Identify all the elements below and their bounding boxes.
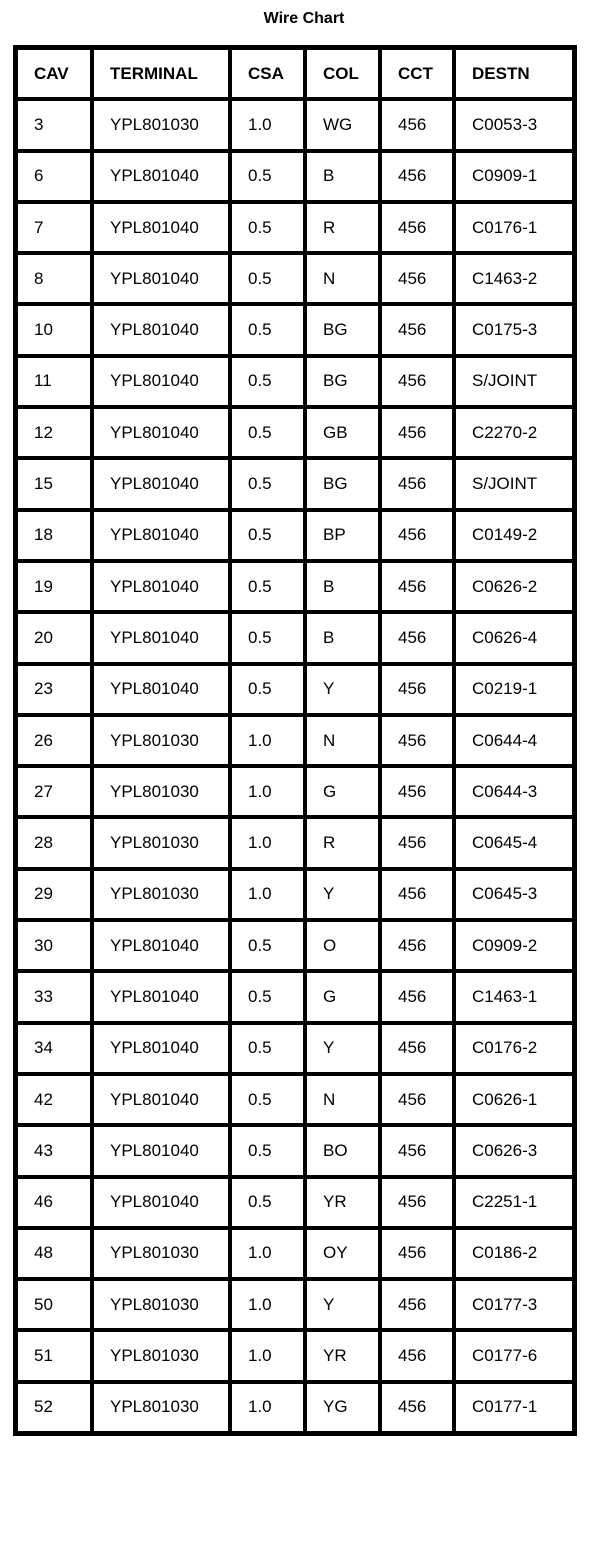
cell-terminal: YPL801030 xyxy=(92,1228,230,1279)
table-row xyxy=(16,356,574,407)
cell-destn: C0177-6 xyxy=(454,1330,574,1381)
cell-destn: C0626-2 xyxy=(454,561,574,612)
cell-cct: 456 xyxy=(380,1382,454,1433)
cell-cav: 52 xyxy=(16,1382,92,1433)
cell-cct: 456 xyxy=(380,766,454,817)
cell-cav: 20 xyxy=(16,612,92,663)
cell-cav: 43 xyxy=(16,1125,92,1176)
cell-csa: 0.5 xyxy=(230,151,305,202)
cell-col: Y xyxy=(305,1023,380,1074)
cell-col: YG xyxy=(305,1382,380,1433)
cell-cav: 3 xyxy=(16,99,92,150)
cell-destn: S/JOINT xyxy=(454,458,574,509)
cell-destn: C1463-2 xyxy=(454,253,574,304)
cell-terminal: YPL801040 xyxy=(92,458,230,509)
cell-csa: 0.5 xyxy=(230,664,305,715)
table-row xyxy=(16,202,574,253)
column-header-cct: CCT xyxy=(380,48,454,99)
cell-terminal: YPL801040 xyxy=(92,1177,230,1228)
cell-terminal: YPL801040 xyxy=(92,407,230,458)
cell-cct: 456 xyxy=(380,920,454,971)
cell-cav: 30 xyxy=(16,920,92,971)
cell-cct: 456 xyxy=(380,1023,454,1074)
cell-col: Y xyxy=(305,1279,380,1330)
cell-cav: 33 xyxy=(16,971,92,1022)
cell-col: BP xyxy=(305,510,380,561)
cell-cav: 29 xyxy=(16,869,92,920)
cell-cct: 456 xyxy=(380,817,454,868)
cell-cav: 42 xyxy=(16,1074,92,1125)
cell-col: N xyxy=(305,253,380,304)
cell-terminal: YPL801030 xyxy=(92,869,230,920)
cell-col: G xyxy=(305,766,380,817)
cell-col: Y xyxy=(305,869,380,920)
cell-destn: C2251-1 xyxy=(454,1177,574,1228)
column-header-terminal: TERMINAL xyxy=(92,48,230,99)
cell-terminal: YPL801040 xyxy=(92,202,230,253)
cell-csa: 0.5 xyxy=(230,407,305,458)
cell-terminal: YPL801040 xyxy=(92,510,230,561)
cell-destn: C0186-2 xyxy=(454,1228,574,1279)
cell-destn: C0644-4 xyxy=(454,715,574,766)
cell-cav: 50 xyxy=(16,1279,92,1330)
cell-terminal: YPL801040 xyxy=(92,151,230,202)
table-row xyxy=(16,1125,574,1176)
cell-terminal: YPL801040 xyxy=(92,304,230,355)
table-row xyxy=(16,715,574,766)
cell-cct: 456 xyxy=(380,1125,454,1176)
table-row xyxy=(16,1177,574,1228)
cell-col: N xyxy=(305,1074,380,1125)
table-row xyxy=(16,817,574,868)
cell-cct: 456 xyxy=(380,510,454,561)
cell-terminal: YPL801040 xyxy=(92,612,230,663)
cell-destn: C0644-3 xyxy=(454,766,574,817)
cell-col: R xyxy=(305,817,380,868)
cell-csa: 0.5 xyxy=(230,202,305,253)
cell-cav: 23 xyxy=(16,664,92,715)
cell-csa: 0.5 xyxy=(230,356,305,407)
cell-destn: C0626-4 xyxy=(454,612,574,663)
cell-cct: 456 xyxy=(380,407,454,458)
cell-destn: C2270-2 xyxy=(454,407,574,458)
cell-cav: 27 xyxy=(16,766,92,817)
cell-cct: 456 xyxy=(380,304,454,355)
cell-cct: 456 xyxy=(380,715,454,766)
cell-csa: 0.5 xyxy=(230,971,305,1022)
cell-cav: 6 xyxy=(16,151,92,202)
cell-destn: C0149-2 xyxy=(454,510,574,561)
cell-cav: 19 xyxy=(16,561,92,612)
cell-cct: 456 xyxy=(380,1177,454,1228)
cell-destn: C0177-3 xyxy=(454,1279,574,1330)
cell-cav: 26 xyxy=(16,715,92,766)
column-header-col: COL xyxy=(305,48,380,99)
table-row xyxy=(16,766,574,817)
cell-csa: 0.5 xyxy=(230,253,305,304)
table-row xyxy=(16,99,574,150)
table-row xyxy=(16,1330,574,1381)
table-row xyxy=(16,458,574,509)
cell-terminal: YPL801040 xyxy=(92,356,230,407)
cell-destn: C0175-3 xyxy=(454,304,574,355)
cell-destn: C1463-1 xyxy=(454,971,574,1022)
cell-csa: 1.0 xyxy=(230,1382,305,1433)
table-row xyxy=(16,1228,574,1279)
cell-col: B xyxy=(305,151,380,202)
cell-col: GB xyxy=(305,407,380,458)
table-row xyxy=(16,612,574,663)
cell-terminal: YPL801040 xyxy=(92,1125,230,1176)
cell-col: OY xyxy=(305,1228,380,1279)
cell-terminal: YPL801040 xyxy=(92,1023,230,1074)
table-row xyxy=(16,151,574,202)
cell-csa: 1.0 xyxy=(230,817,305,868)
cell-cav: 18 xyxy=(16,510,92,561)
cell-terminal: YPL801030 xyxy=(92,715,230,766)
cell-cct: 456 xyxy=(380,971,454,1022)
cell-cav: 51 xyxy=(16,1330,92,1381)
table-row xyxy=(16,253,574,304)
cell-cct: 456 xyxy=(380,869,454,920)
cell-col: WG xyxy=(305,99,380,150)
cell-col: R xyxy=(305,202,380,253)
cell-col: BO xyxy=(305,1125,380,1176)
cell-terminal: YPL801040 xyxy=(92,920,230,971)
cell-col: G xyxy=(305,971,380,1022)
cell-col: BG xyxy=(305,458,380,509)
cell-csa: 0.5 xyxy=(230,612,305,663)
cell-cav: 34 xyxy=(16,1023,92,1074)
table-row xyxy=(16,1074,574,1125)
cell-col: B xyxy=(305,561,380,612)
cell-destn: C0626-3 xyxy=(454,1125,574,1176)
cell-cct: 456 xyxy=(380,1279,454,1330)
cell-cav: 12 xyxy=(16,407,92,458)
cell-destn: C0909-2 xyxy=(454,920,574,971)
cell-terminal: YPL801040 xyxy=(92,664,230,715)
column-header-csa: CSA xyxy=(230,48,305,99)
cell-col: BG xyxy=(305,356,380,407)
column-header-destn: DESTN xyxy=(454,48,574,99)
cell-cct: 456 xyxy=(380,253,454,304)
cell-terminal: YPL801030 xyxy=(92,817,230,868)
cell-cct: 456 xyxy=(380,561,454,612)
cell-cav: 28 xyxy=(16,817,92,868)
cell-cct: 456 xyxy=(380,664,454,715)
cell-destn: C0176-2 xyxy=(454,1023,574,1074)
cell-destn: C0176-1 xyxy=(454,202,574,253)
cell-destn: C0645-4 xyxy=(454,817,574,868)
cell-csa: 1.0 xyxy=(230,1228,305,1279)
cell-csa: 0.5 xyxy=(230,1177,305,1228)
table-row xyxy=(16,1279,574,1330)
wire-chart-table xyxy=(13,45,577,1436)
cell-cct: 456 xyxy=(380,151,454,202)
cell-cav: 46 xyxy=(16,1177,92,1228)
cell-cav: 8 xyxy=(16,253,92,304)
column-header-cav: CAV xyxy=(16,48,92,99)
cell-col: N xyxy=(305,715,380,766)
cell-terminal: YPL801030 xyxy=(92,1382,230,1433)
cell-cav: 7 xyxy=(16,202,92,253)
cell-csa: 1.0 xyxy=(230,1279,305,1330)
cell-col: B xyxy=(305,612,380,663)
cell-cav: 10 xyxy=(16,304,92,355)
cell-col: Y xyxy=(305,664,380,715)
cell-csa: 0.5 xyxy=(230,458,305,509)
cell-cct: 456 xyxy=(380,1228,454,1279)
cell-col: O xyxy=(305,920,380,971)
table-row xyxy=(16,407,574,458)
cell-csa: 1.0 xyxy=(230,1330,305,1381)
cell-csa: 0.5 xyxy=(230,1074,305,1125)
cell-terminal: YPL801030 xyxy=(92,99,230,150)
cell-csa: 0.5 xyxy=(230,510,305,561)
cell-destn: C0645-3 xyxy=(454,869,574,920)
cell-cct: 456 xyxy=(380,356,454,407)
table-row xyxy=(16,1382,574,1433)
table-row xyxy=(16,510,574,561)
cell-cav: 15 xyxy=(16,458,92,509)
cell-cct: 456 xyxy=(380,1074,454,1125)
cell-terminal: YPL801030 xyxy=(92,1330,230,1381)
cell-cct: 456 xyxy=(380,202,454,253)
cell-destn: S/JOINT xyxy=(454,356,574,407)
cell-cct: 456 xyxy=(380,458,454,509)
cell-col: YR xyxy=(305,1330,380,1381)
cell-csa: 0.5 xyxy=(230,561,305,612)
cell-csa: 0.5 xyxy=(230,1125,305,1176)
cell-csa: 1.0 xyxy=(230,869,305,920)
cell-destn: C0219-1 xyxy=(454,664,574,715)
cell-destn: C0626-1 xyxy=(454,1074,574,1125)
cell-csa: 0.5 xyxy=(230,304,305,355)
cell-cct: 456 xyxy=(380,99,454,150)
cell-terminal: YPL801030 xyxy=(92,1279,230,1330)
table-row xyxy=(16,664,574,715)
cell-destn: C0177-1 xyxy=(454,1382,574,1433)
cell-col: BG xyxy=(305,304,380,355)
cell-cav: 48 xyxy=(16,1228,92,1279)
cell-csa: 0.5 xyxy=(230,1023,305,1074)
cell-terminal: YPL801040 xyxy=(92,971,230,1022)
cell-col: YR xyxy=(305,1177,380,1228)
table-row xyxy=(16,1023,574,1074)
table-header-row xyxy=(16,48,574,99)
cell-csa: 1.0 xyxy=(230,99,305,150)
cell-terminal: YPL801040 xyxy=(92,561,230,612)
cell-destn: C0053-3 xyxy=(454,99,574,150)
cell-destn: C0909-1 xyxy=(454,151,574,202)
cell-csa: 0.5 xyxy=(230,920,305,971)
cell-terminal: YPL801040 xyxy=(92,1074,230,1125)
table-row xyxy=(16,304,574,355)
table-row xyxy=(16,869,574,920)
table-row xyxy=(16,561,574,612)
cell-cct: 456 xyxy=(380,1330,454,1381)
cell-cav: 11 xyxy=(16,356,92,407)
cell-csa: 1.0 xyxy=(230,715,305,766)
cell-cct: 456 xyxy=(380,612,454,663)
table-row xyxy=(16,920,574,971)
cell-terminal: YPL801040 xyxy=(92,253,230,304)
table-body xyxy=(16,99,574,1433)
page-title: Wire Chart xyxy=(263,10,345,27)
table-row xyxy=(16,971,574,1022)
cell-terminal: YPL801030 xyxy=(92,766,230,817)
cell-csa: 1.0 xyxy=(230,766,305,817)
